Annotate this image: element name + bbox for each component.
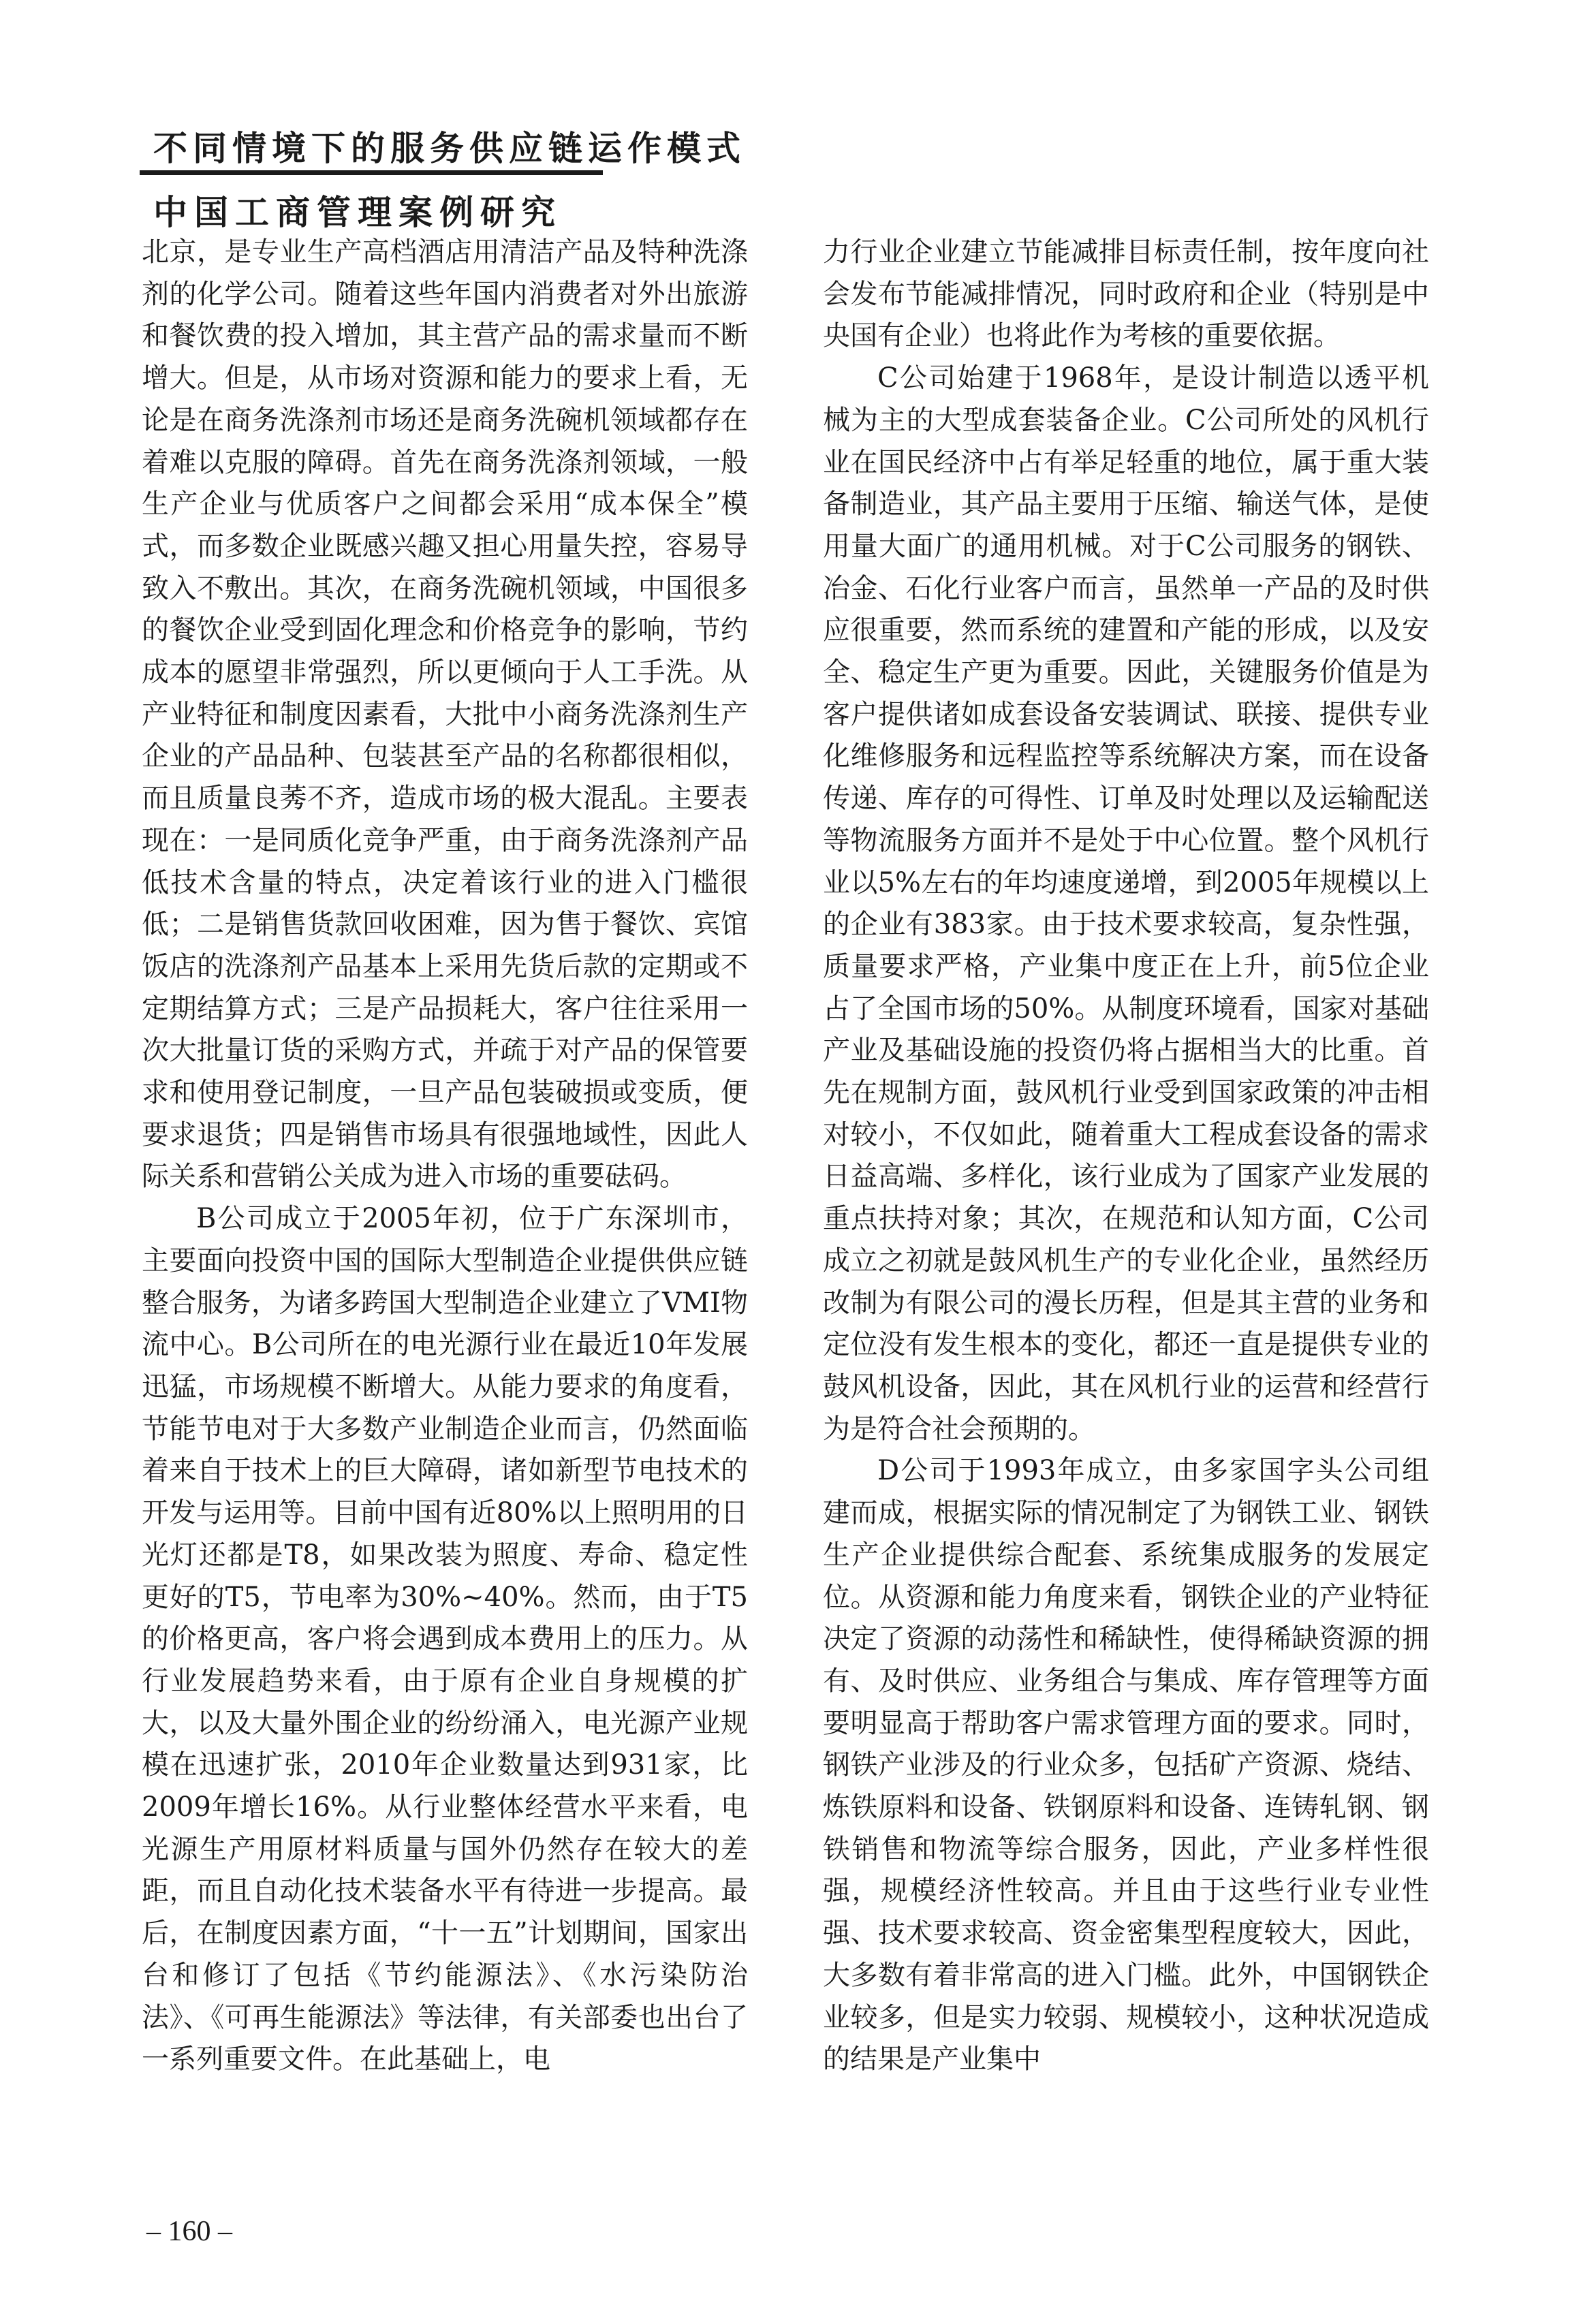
paragraph-company-d: D公司于1993年成立，由多家国字头公司组建而成，根据实际的情况制定了为钢铁工业、钢铁生产企业提供综合配套、系统集成服务的发展定位。从资源和能力角度来看，钢铁企业的产业特征决定了资源的动荡性和稀缺性，使得稀缺资源的拥有、及时供应、业务组合与集成、库存管理等方面要明显高于帮助客户需求管理方面的要求。同时，钢铁产业涉及的行业众多，包括矿产资源、烧结、炼铁原料和设备、铁钢原料和设备、连铸轧钢、钢铁销售和物流等综合服务，因此，产业多样性很强，规模经济性较高。并且由于这些行业专业性强、技术要求较高、资金密集型程度较大，因此，大多数有着非常高的进入门槛。此外，中国钢铁企业较多，但是实力较弱、规模较小，这种状况造成的结果是产业集中 [823, 1455, 1429, 2076]
running-header-title: 不同情境下的服务供应链运作模式 [153, 129, 746, 168]
header-divider [140, 170, 603, 175]
right-column [823, 232, 1429, 2081]
journal-title: 中国工商管理案例研究 [153, 193, 562, 232]
paragraph-continued: 力行业企业建立节能减排目标责任制，按年度向社会发布节能减排情况，同时政府和企业（特别是中央国有企业）也将此作为考核的重要依据。 [823, 236, 1429, 352]
paragraph-company-c: C公司始建于1968年，是设计制造以透平机械为主的大型成套装备企业。C公司所处的风机行业在国民经济中占有举足轻重的地位，属于重大装备制造业，其产品主要用于压缩、输送气体，是使用量大面广的通用机械。对于C公司服务的钢铁、冶金、石化行业客户而言，虽然单一产品的及时供应很重要，然而系统的建置和产能的形成，以及安全、稳定生产更为重要。因此，关键服务价值是为客户提供诸如成套设备安装调试、联接、提供专业化维修服务和远程监控等系统解决方案，而在设备传递、库存的可得性、订单及时处理以及运输配送等物流服务方面并不是处于中心位置。整个风机行业以5%左右的年均速度递增，到2005年规模以上的企业有383家。由于技术要求较高，复杂性强，质量要求严格，产业集中度正在上升，前5位企业占了全国市场的50%。从制度环境看，国家对基础产业及基础设施的投资仍将占据相当大的比重。首先在规制方面，鼓风机行业受到国家政策的冲击相对较小，不仅如此，随着重大工程成套设备的需求日益高端、多样化，该行业成为了国家产业发展的重点扶持对象；其次，在规范和认知方面，C公司成立之初就是鼓风机生产的专业化企业，虽然经历改制为有限公司的漫长历程，但是其主营的业务和定位没有发生根本的变化，都还一直是提供专业的鼓风机设备，因此，其在风机行业的运营和经营行为是符合社会预期的。 [823, 362, 1429, 1445]
paragraph-company-a-continued: 北京，是专业生产高档酒店用清洁产品及特种洗涤剂的化学公司。随着这些年国内消费者对外出旅游和餐饮费的投入增加，其主营产品的需求量而不断增大。但是，从市场对资源和能力的要求上看，无论是在商务洗涤剂市场还是商务洗碗机领域都存在着难以克服的障碍。首先在商务洗涤剂领域，一般生产企业与优质客户之间都会采用“成本保全”模式，而多数企业既感兴趣又担心用量失控，容易导致入不敷出。其次，在商务洗碗机领域，中国很多的餐饮企业受到固化理念和价格竞争的影响，节约成本的愿望非常强烈，所以更倾向于人工手洗。从产业特征和制度因素看，大批中小商务洗涤剂生产企业的产品品种、包装甚至产品的名称都很相似，而且质量良莠不齐，造成市场的极大混乱。主要表现在：一是同质化竞争严重，由于商务洗涤剂产品低技术含量的特点，决定着该行业的进入门槛很低；二是销售货款回收困难，因为售于餐饮、宾馆饭店的洗涤剂产品基本上采用先货后款的定期或不定期结算方式；三是产品损耗大，客户往往采用一次大批量订货的采购方式，并疏于对产品的保管要求和使用登记制度，一旦产品包装破损或变质，便要求退货；四是销售市场具有很强地域性，因此人际关系和营销公关成为进入市场的重要砝码。 [142, 236, 748, 1193]
paragraph-company-b: B公司成立于2005年初，位于广东深圳市，主要面向投资中国的国际大型制造企业提供供应链整合服务，为诸多跨国大型制造企业建立了VMI物流中心。B公司所在的电光源行业在最近10年发展迅猛，市场规模不断增大。从能力要求的角度看，节能节电对于大多数产业制造企业而言，仍然面临着来自于技术上的巨大障碍，诸如新型节电技术的开发与运用等。目前中国有近80%以上照明用的日光灯还都是T8，如果改装为照度、寿命、稳定性更好的T5，节电率为30%~40%。然而，由于T5的价格更高，客户将会遇到成本费用上的压力。从行业发展趋势来看，由于原有企业自身规模的扩大，以及大量外围企业的纷纷涌入，电光源产业规模在迅速扩张，2010年企业数量达到931家，比2009年增长16%。从行业整体经营水平来看，电光源生产用原材料质量与国外仍然存在较大的差距，而且自动化技术装备水平有待进一步提高。最后，在制度因素方面，“十一五”计划期间，国家出台和修订了包括《节约能源法》、《水污染防治法》、《可再生能源法》等法律，有关部委也出台了一系列重要文件。在此基础上，电 [142, 1203, 748, 2076]
page-number: – 160 – [146, 2216, 232, 2247]
left-column [142, 232, 748, 2081]
